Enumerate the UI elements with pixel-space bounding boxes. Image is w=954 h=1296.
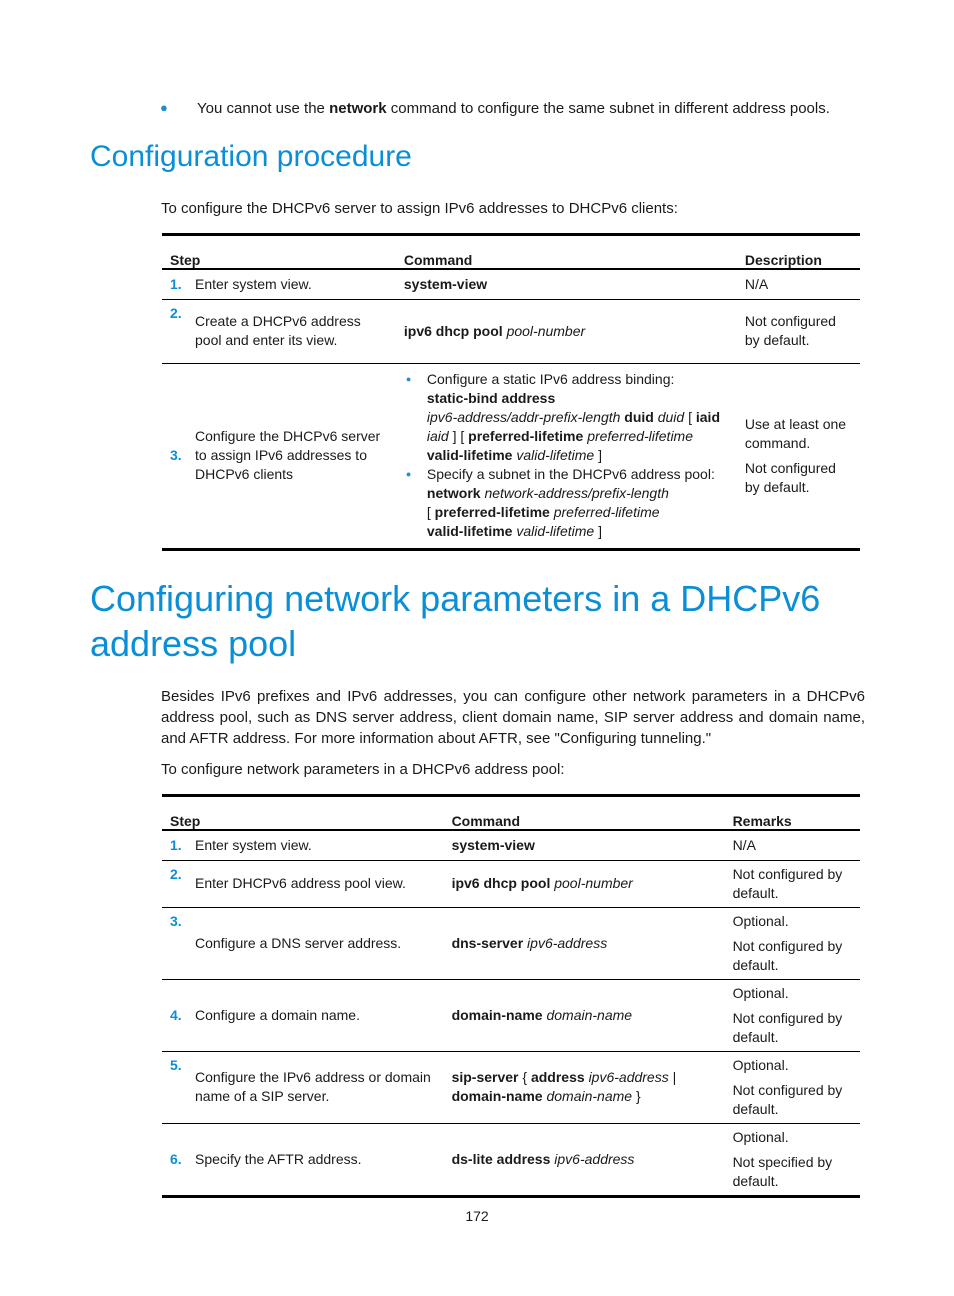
table-row: 2. Create a DHCPv6 address pool and enter its view. ipv6 dhcp pool pool-number Not configured by default.: [162, 299, 860, 363]
table-row: 4. Configure a domain name. domain-name domain-name Optional. Not configured by default.: [162, 979, 860, 1051]
bullet-text: You cannot use the network command to configure the same subnet in different address pools.: [197, 100, 830, 117]
table-row: 3. Configure the DHCPv6 server to assign IPv6 addresses to DHCPv6 clients ● Configure a static IPv6 address binding: static-bind address ipv6-address/addr-prefix-length duid duid [ iaid iaid ] [ preferred-lifetime preferred-lifetime valid-lifetime valid-lifetime ] ● Specify a subnet in the DHCPv6 address pool: network network-address/prefix-length [ preferred-lifetime preferred-lifetime valid-lifetime valid-lifetime ] Use at least one command. Not configured by default.: [162, 363, 860, 549]
config-table: [162, 233, 860, 551]
list-item: ● Specify a subnet in the DHCPv6 address pool: network network-address/prefix-length [ preferred-lifetime preferred-lifetime valid-lifetime valid-lifetime ]: [404, 465, 729, 541]
page-number: 172: [465, 1208, 489, 1224]
col-command: Command: [396, 235, 737, 270]
list-item: ● Configure a static IPv6 address binding: static-bind address ipv6-address/addr-prefix-length duid duid [ iaid iaid ] [ preferred-lifetime preferred-lifetime valid-lifetime valid-lifetime ]: [404, 370, 729, 465]
chapter-heading: Configuring network parameters in a DHCPv6 address pool: [90, 578, 821, 664]
bullet-icon: ●: [160, 100, 168, 115]
col-description: Description: [737, 235, 860, 270]
table-row: 6. Specify the AFTR address. ds-lite address ipv6-address Optional. Not specified by default.: [162, 1123, 860, 1196]
section-paragraph: Besides IPv6 prefixes and IPv6 addresses, you can configure other network parameters in a DHCPv6 address pool, such as DNS server address, client domain name, SIP server address and domain name, and AFTR address. For more information about AFTR, see "Configuring tunneling.": [161, 688, 865, 747]
col-remarks: Remarks: [725, 796, 860, 831]
col-step: Step: [162, 235, 396, 270]
table-row: 1. Enter system view. system-view N/A: [162, 830, 860, 860]
section-intro: To configure the DHCPv6 server to assign IPv6 addresses to DHCPv6 clients:: [161, 200, 678, 217]
section-heading: Configuration procedure: [90, 140, 412, 173]
table-row: 5. Configure the IPv6 address or domain name of a SIP server. sip-server { address ipv6-address | domain-name domain-name } Optional. Not configured by default.: [162, 1051, 860, 1123]
table-row: 2. Enter DHCPv6 address pool view. ipv6 dhcp pool pool-number Not configured by default.: [162, 860, 860, 907]
col-command: Command: [444, 796, 725, 831]
table-row: 3. Configure a DNS server address. dns-server ipv6-address Optional. Not configured by default.: [162, 907, 860, 979]
section-intro: To configure network parameters in a DHCPv6 address pool:: [161, 761, 565, 778]
col-step: Step: [162, 796, 444, 831]
network-params-table: [162, 794, 860, 1198]
table-row: 1. Enter system view. system-view N/A: [162, 269, 860, 299]
